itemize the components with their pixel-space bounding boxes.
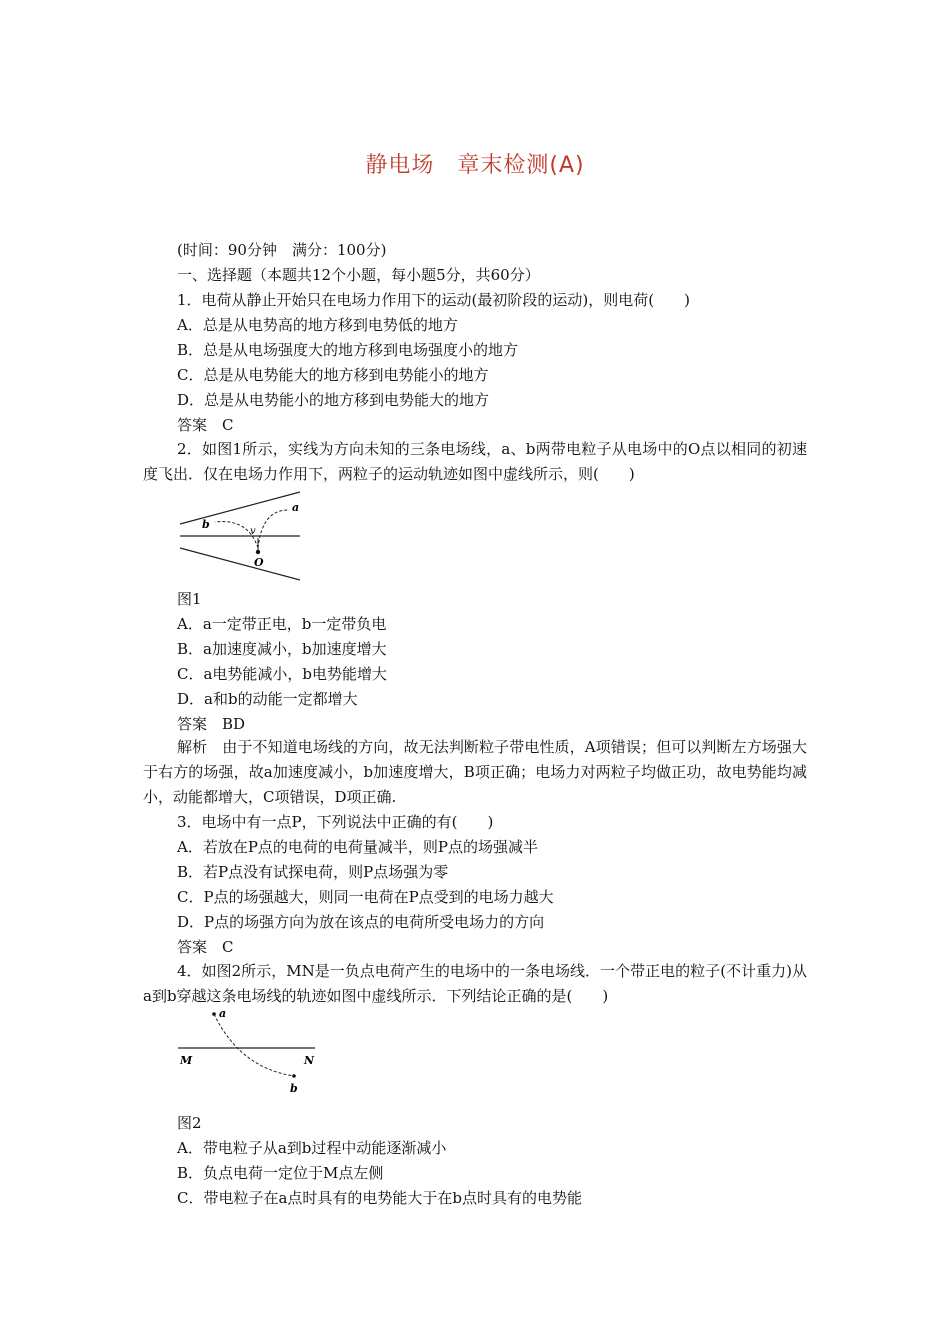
q1-stem: 1．电荷从静止开始只在电场力作用下的运动(最初阶段的运动)，则电荷( ) xyxy=(177,291,690,309)
label-o: O xyxy=(254,556,264,569)
q4-stem: 4．如图2所示，MN是一负点电荷产生的电场中的一条电场线．一个带正电的粒子(不计重力)从a到b穿越这条电场线的轨迹如图中虚线所示．下列结论正确的是( ) xyxy=(143,962,807,1005)
q3-stem: 3．电场中有一点P，下列说法中正确的有( ) xyxy=(177,813,494,831)
label-m: M xyxy=(180,1054,193,1067)
label-v: v xyxy=(250,526,256,537)
exam-meta: (时间：90分钟 满分：100分) xyxy=(177,241,387,259)
q1-option-d: D．总是从电势能小的地方移到电势能大的地方 xyxy=(177,391,490,409)
point-o-dot xyxy=(256,550,260,554)
label-a: a xyxy=(292,501,300,514)
q1-option-a: A．总是从电势高的地方移到电势低的地方 xyxy=(177,316,458,334)
figure-1-caption: 图1 xyxy=(177,590,202,608)
q4-option-b: B．负点电荷一定位于M点左侧 xyxy=(177,1164,384,1182)
q2-analysis: 解析 由于不知道电场线的方向，故无法判断粒子带电性质，A项错误；但可以判断左方场强大于右方的场强，故a加速度减小，b加速度增大，B项正确；电场力对两粒子均做正功，故电势能均减小，动能都增大，C项错误，D项正确. xyxy=(143,738,807,806)
q1-option-c: C．总是从电势能大的地方移到电势能小的地方 xyxy=(177,366,489,384)
q2-option-c: C．a电势能减小，b电势能增大 xyxy=(177,665,388,683)
label-b: b xyxy=(202,518,210,531)
trajectory-a xyxy=(258,510,288,548)
section-heading: 一、选择题（本题共12个小题，每小题5分，共60分） xyxy=(177,266,540,284)
label-a: a xyxy=(219,1008,227,1020)
figure-2-caption: 图2 xyxy=(177,1114,202,1132)
q1-option-b: B．总是从电场强度大的地方移到电场强度小的地方 xyxy=(177,341,519,359)
field-line-bottom xyxy=(180,548,300,580)
point-a-dot xyxy=(212,1012,216,1016)
q3-option-b: B．若P点没有试探电荷，则P点场强为零 xyxy=(177,863,449,881)
trajectory-ab xyxy=(214,1014,294,1076)
q2-stem: 2．如图1所示，实线为方向未知的三条电场线，a、b两带电粒子从电场中的O点以相同的初速度飞出．仅在电场力作用下，两粒子的运动轨迹如图中虚线所示，则( ) xyxy=(143,440,807,483)
q4-option-c: C．带电粒子在a点时具有的电势能大于在b点时具有的电势能 xyxy=(177,1189,583,1207)
q3-option-c: C．P点的场强越大，则同一电荷在P点受到的电场力越大 xyxy=(177,888,554,906)
q4-option-a: A．带电粒子从a到b过程中动能逐渐减小 xyxy=(177,1139,447,1157)
field-line-top xyxy=(180,492,300,524)
q2-option-a: A．a一定带正电，b一定带负电 xyxy=(177,615,387,633)
q3-answer: 答案 C xyxy=(177,938,234,956)
q3-option-a: A．若放在P点的电荷的电荷量减半，则P点的场强减半 xyxy=(177,838,539,856)
figure-2 xyxy=(170,1008,320,1100)
label-n: N xyxy=(304,1054,315,1067)
page-title: 静电场 章末检测(A) xyxy=(365,153,585,178)
label-b: b xyxy=(290,1082,298,1095)
q2-answer: 答案 BD xyxy=(177,715,246,733)
point-b-dot xyxy=(292,1074,296,1078)
q3-option-d: D．P点的场强方向为放在该点的电荷所受电场力的方向 xyxy=(177,913,545,931)
q2-option-d: D．a和b的动能一定都增大 xyxy=(177,690,358,708)
q1-answer: 答案 C xyxy=(177,416,234,434)
q2-option-b: B．a加速度减小，b加速度增大 xyxy=(177,640,387,658)
figure-1 xyxy=(170,490,310,585)
